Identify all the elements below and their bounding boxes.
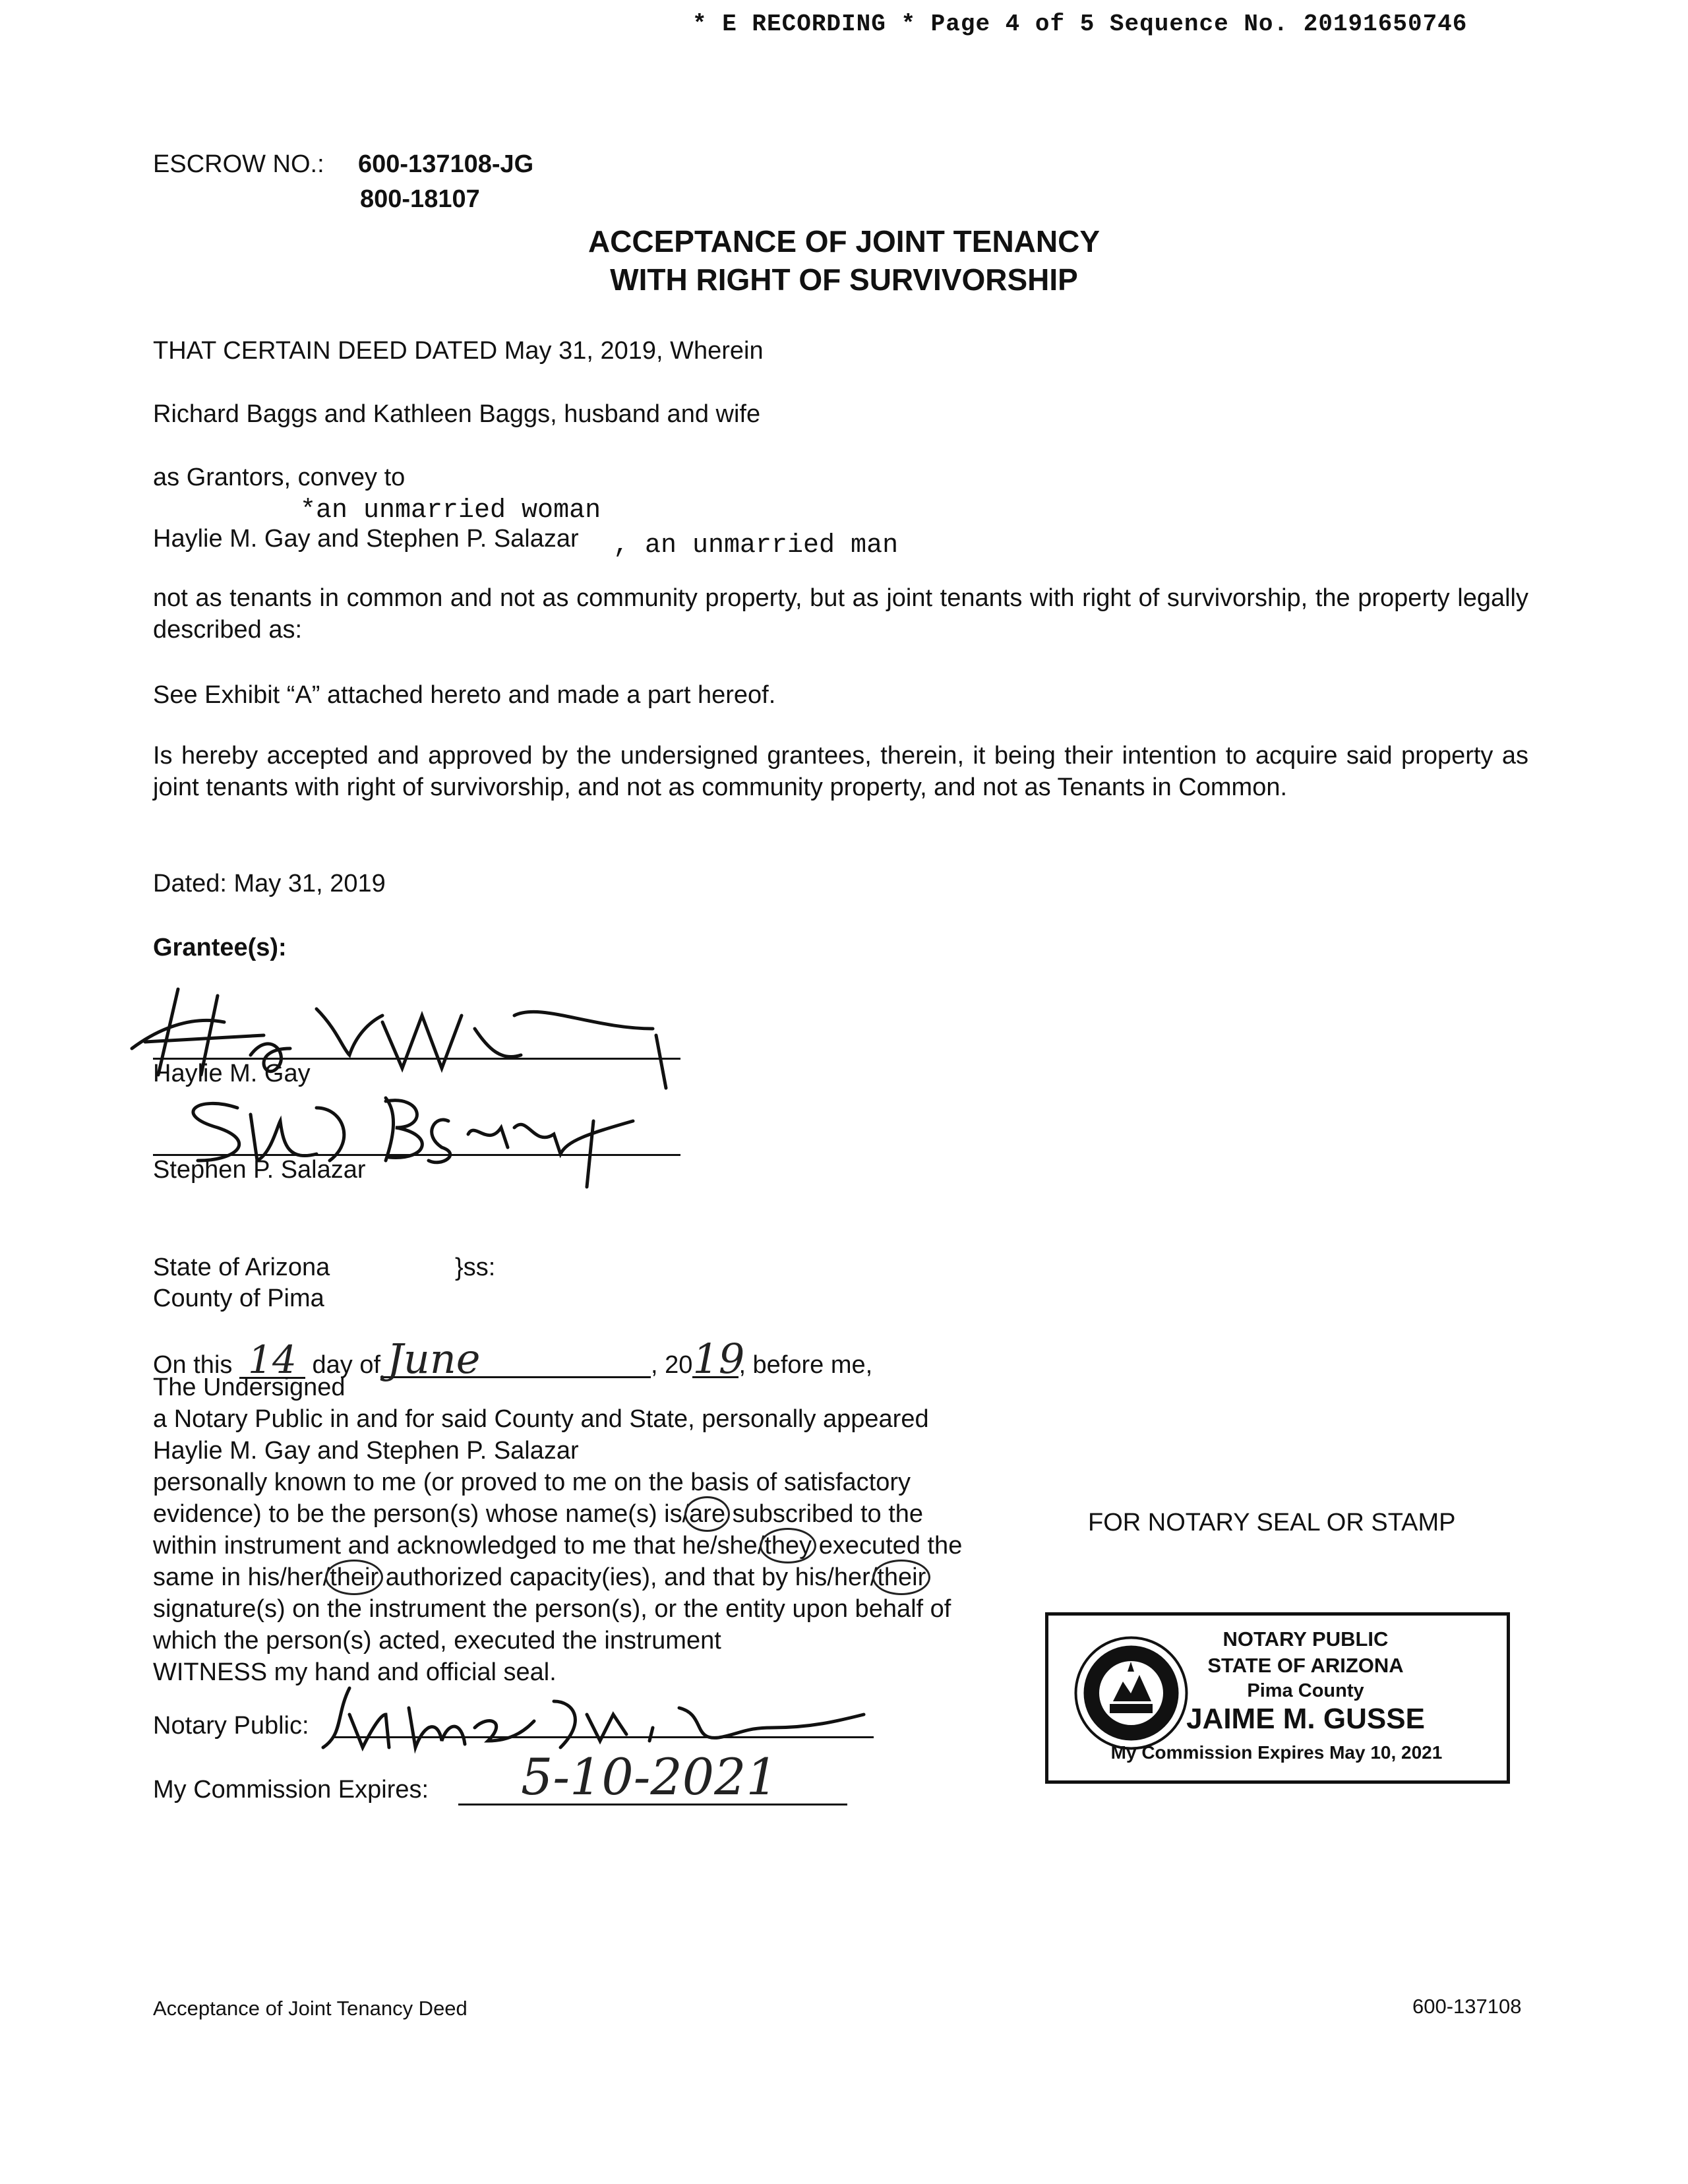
notary-signature-line <box>333 1736 874 1738</box>
typed-insert-woman: *an unmarried woman <box>300 496 601 526</box>
signer-2-name: Stephen P. Salazar <box>153 1156 366 1184</box>
footer-left: Acceptance of Joint Tenancy Deed <box>153 1997 467 2020</box>
circled-their-2: their <box>872 1560 930 1595</box>
circled-they: they <box>760 1528 816 1563</box>
grantees-heading: Grantee(s): <box>153 934 287 961</box>
document-title <box>0 222 1688 299</box>
acceptance-paragraph: Is hereby accepted and approved by the undersigned grantees, therein, it being their intention to acquire said property as joint tenants with right of survivorship, and not as community property, and not as Tenants in Common. <box>153 742 1528 801</box>
stamp-line-4: JAIME M. GUSSE <box>1186 1703 1425 1735</box>
ack-line-4a: same in his/her/ <box>153 1563 330 1591</box>
year-handwritten: 19 <box>692 1335 745 1383</box>
year-prefix: , 20 <box>651 1351 693 1379</box>
venue-state: State of Arizona <box>153 1254 330 1281</box>
typed-insert-man: , an unmarried man <box>613 531 899 561</box>
signer-1-name: Haylie M. Gay <box>153 1060 311 1087</box>
notary-paragraph <box>153 1372 962 1688</box>
recording-header: * E RECORDING * Page 4 of 5 Sequence No. 20191650746 <box>692 11 1468 38</box>
stamp-line-3: Pima County <box>1247 1680 1364 1701</box>
notary-stamp <box>1045 1612 1510 1784</box>
stamp-line-1: NOTARY PUBLIC <box>1222 1627 1389 1651</box>
stamp-line-5: My Commission Expires May 10, 2021 <box>1110 1742 1443 1763</box>
ack-line-1: personally known to me (or proved to me on the basis of satisfactory <box>153 1469 911 1496</box>
stamp-line-2: STATE OF ARIZONA <box>1207 1654 1404 1677</box>
before-me: , before me, <box>738 1351 873 1379</box>
on-this-label: On this <box>153 1351 233 1379</box>
appeared-names: Haylie M. Gay and Stephen P. Salazar <box>153 1437 579 1465</box>
ack-line-5: signature(s) on the instrument the person(s), or the entity upon behalf of <box>153 1595 951 1623</box>
escrow-number-2: 800-18107 <box>360 185 480 213</box>
day-handwritten: 14 <box>239 1343 305 1379</box>
month-handwritten: June <box>380 1342 651 1378</box>
exhibit-line: See Exhibit “A” attached hereto and made a part hereof. <box>153 681 776 709</box>
ack-line-4 <box>153 1562 962 1593</box>
dated-line: Dated: May 31, 2019 <box>153 870 386 897</box>
undersigned: The Undersigned <box>153 1374 346 1401</box>
escrow-number-1: 600-137108-JG <box>358 150 534 178</box>
circled-are: are <box>684 1496 730 1532</box>
day-of-label: day of <box>312 1351 381 1379</box>
seal-placeholder-label: FOR NOTARY SEAL OR STAMP <box>1088 1509 1456 1536</box>
ack-line-6: which the person(s) acted, executed the instrument <box>153 1627 721 1654</box>
convey-line: as Grantors, convey to <box>153 464 406 491</box>
ack-line-7: WITNESS my hand and official seal. <box>153 1658 557 1686</box>
ack-line-2c: subscribed to the <box>725 1500 924 1528</box>
circled-their-1: their <box>325 1560 383 1595</box>
ack-line-4c: authorized capacity(ies), and that by his/her/ <box>378 1563 878 1591</box>
grantors: Richard Baggs and Kathleen Baggs, husband and wife <box>153 400 761 428</box>
ack-line-2a: evidence) to be the person(s) whose name(s) is/ <box>153 1500 690 1528</box>
ack-line-3a: within instrument and acknowledged to me that he/she/ <box>153 1532 765 1560</box>
ack-line-3 <box>153 1530 962 1562</box>
commission-label: My Commission Expires: <box>153 1776 429 1804</box>
escrow-label: ESCROW NO.: <box>153 150 324 178</box>
commission-handwritten: 5-10-2021 <box>521 1747 778 1806</box>
venue-ss: }ss: <box>455 1254 496 1281</box>
footer-right: 600-137108 <box>1412 1995 1522 2018</box>
title-line-1: ACCEPTANCE OF JOINT TENANCY <box>588 224 1100 258</box>
tenancy-paragraph: not as tenants in common and not as community property, but as joint tenants with right of survivorship, the property legally described as: <box>153 584 1528 644</box>
venue-county: County of Pima <box>153 1285 324 1312</box>
deed-intro: THAT CERTAIN DEED DATED May 31, 2019, Wherein <box>153 337 764 365</box>
ack-line-3c: executed the <box>812 1532 963 1560</box>
notary-public-label: Notary Public: <box>153 1712 309 1740</box>
notary-line: a Notary Public in and for said County and State, personally appeared <box>153 1405 929 1433</box>
grantees-names: Haylie M. Gay and Stephen P. Salazar <box>153 525 579 553</box>
title-line-2: WITH RIGHT OF SURVIVORSHIP <box>610 262 1078 297</box>
ack-line-2 <box>153 1498 962 1530</box>
